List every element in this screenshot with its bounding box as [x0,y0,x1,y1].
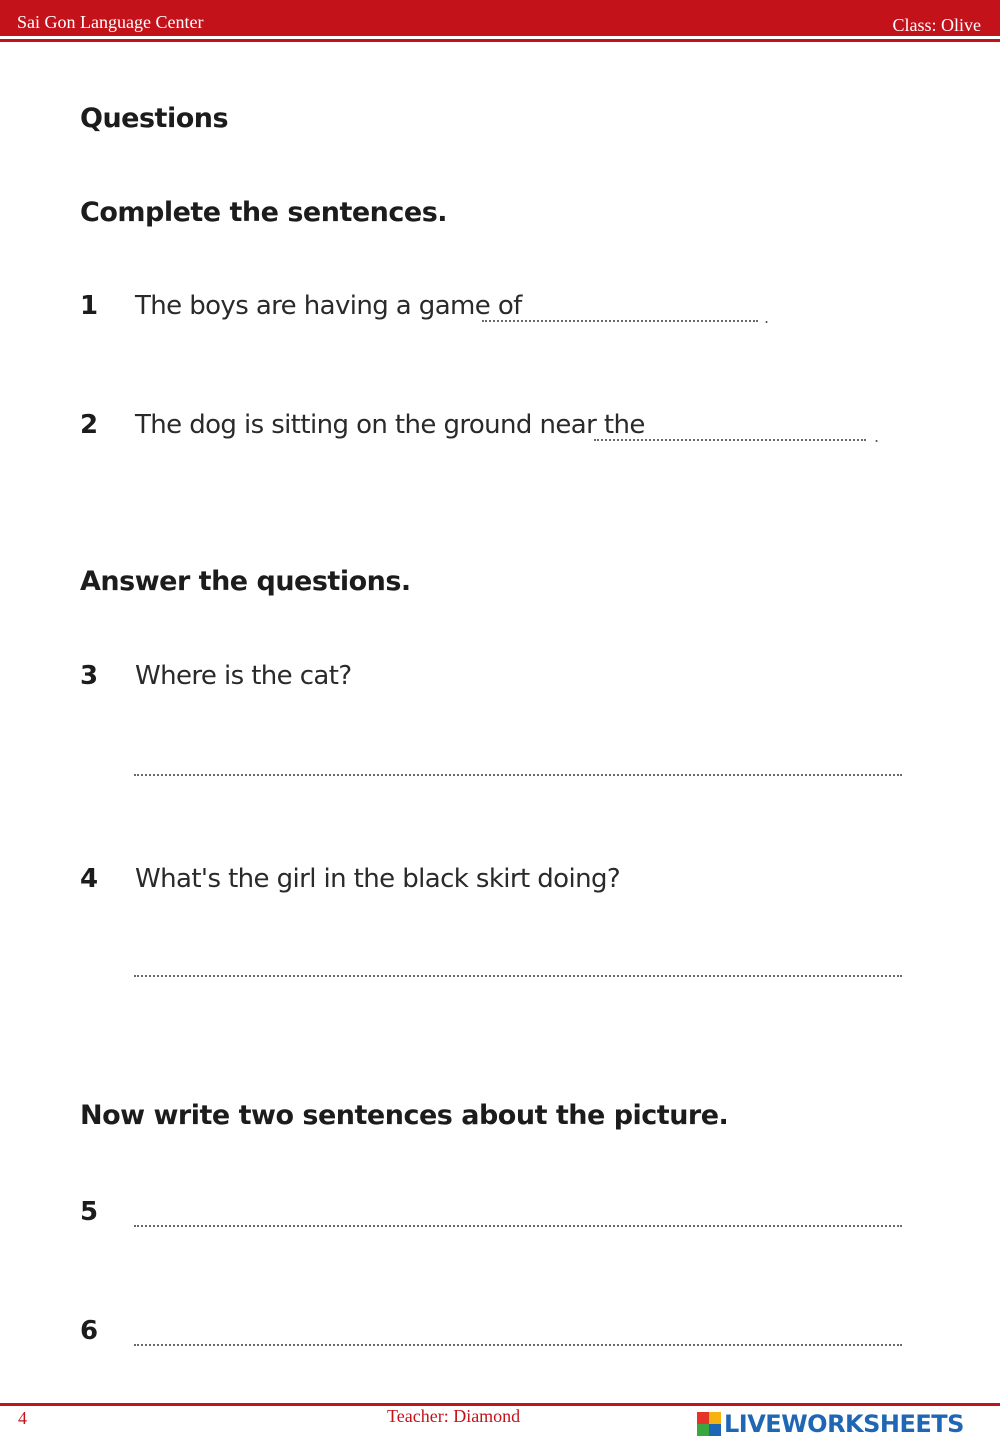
answer-blank-1[interactable] [482,320,758,322]
answer-line-4[interactable] [134,975,902,977]
answer-line-5[interactable] [134,1225,902,1227]
liveworksheets-logo[interactable] [697,1410,964,1438]
question-number-6: 6 [80,1316,99,1346]
question-text-4: What's the girl in the black skirt doing? [135,864,621,894]
question-text-2: The dog is sitting on the ground near the [135,410,645,440]
liveworksheets-brand-text: LIVEWORKSHEETS [724,1410,964,1438]
worksheet-title: Questions [80,103,229,134]
answer-line-6[interactable] [134,1344,902,1346]
page-header [0,0,1000,36]
sentence-end-mark-2: . [874,427,880,446]
class-label: Class: Olive [892,15,981,35]
teacher-name: Teacher: Diamond [387,1406,521,1426]
section-heading-complete: Complete the sentences. [80,197,448,228]
sentence-end-mark-1: . [764,308,770,327]
page-number: 4 [18,1408,27,1428]
question-text-1: The boys are having a game of [135,291,522,321]
question-number-3: 3 [80,661,99,691]
section-heading-write: Now write two sentences about the picture. [80,1100,729,1131]
liveworksheets-logo-icon [697,1412,721,1436]
section-heading-answer: Answer the questions. [80,566,411,597]
question-number-5: 5 [80,1197,99,1227]
question-text-3: Where is the cat? [135,661,352,691]
center-name: Sai Gon Language Center [17,12,204,32]
question-number-2: 2 [80,410,99,440]
answer-blank-2[interactable] [594,439,866,441]
header-divider [0,39,1000,42]
answer-line-3[interactable] [134,774,902,776]
question-number-4: 4 [80,864,99,894]
question-number-1: 1 [80,291,99,321]
